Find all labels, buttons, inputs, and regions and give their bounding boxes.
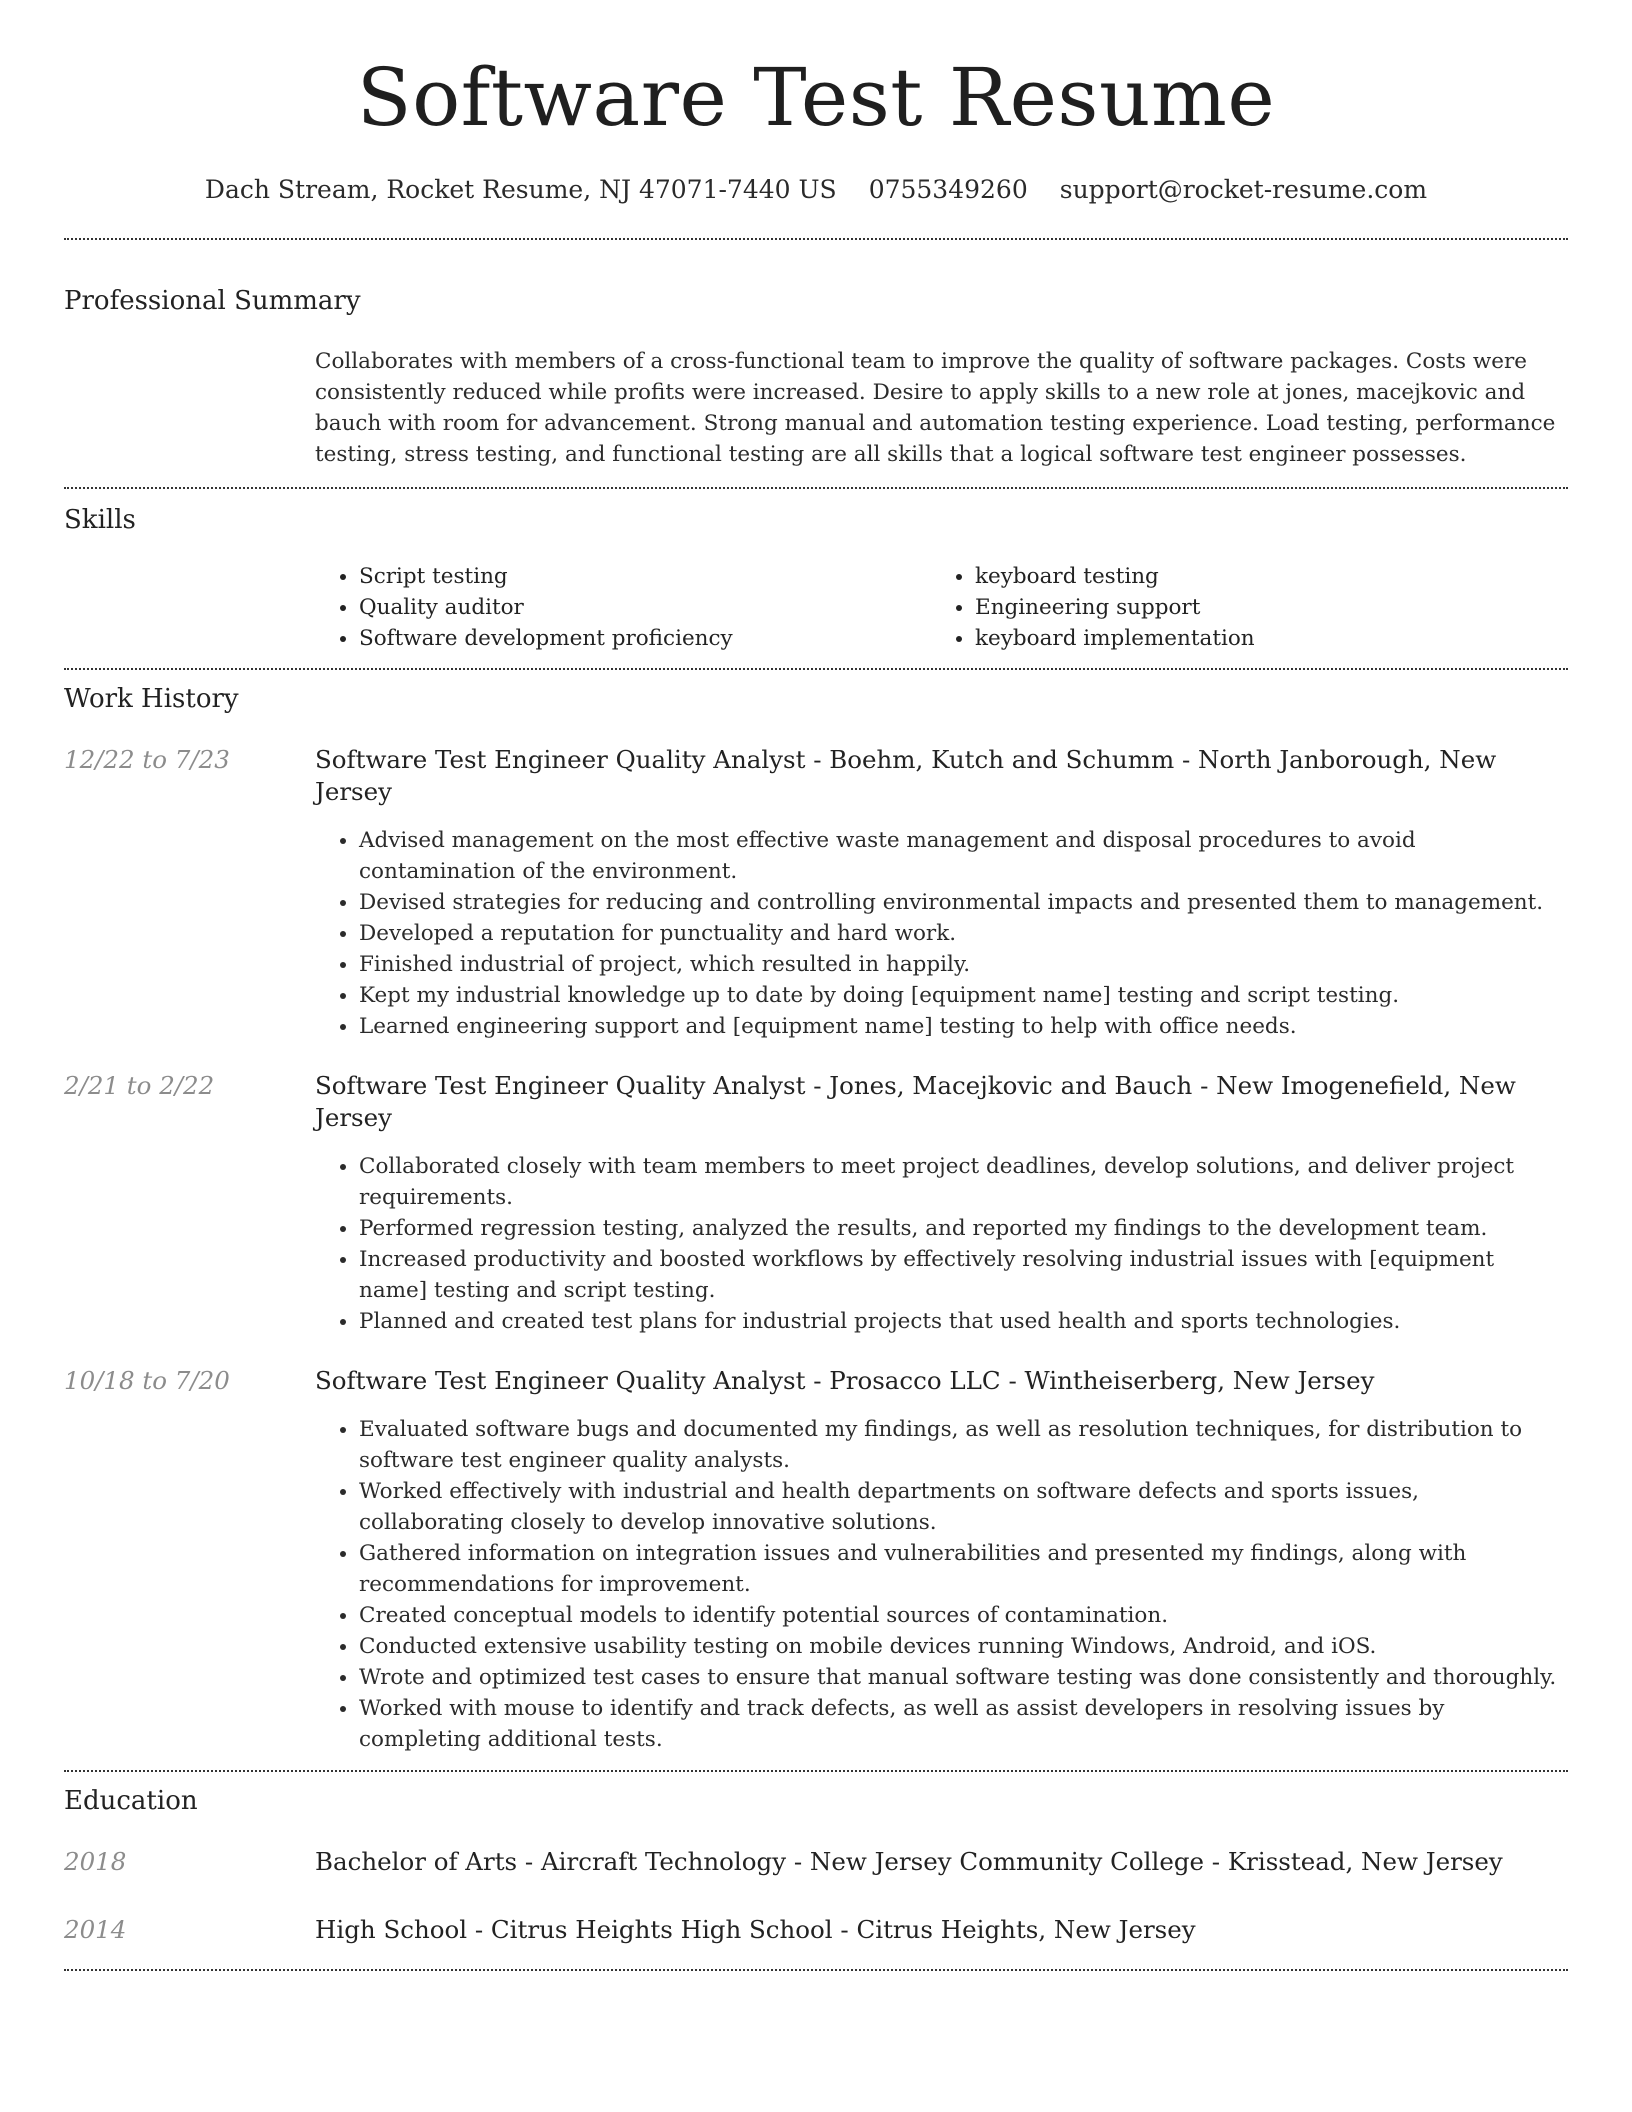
skill-item: • keyboard testing: [975, 561, 1568, 592]
job-bullet: • Worked with mouse to identify and track defects, as well as assist developers in resolving issues by completing additional tests.: [359, 1693, 1568, 1755]
job-body: [315, 1070, 1568, 1337]
skill-item: • Script testing: [359, 561, 931, 592]
job-bullet: • Kept my industrial knowledge up to date by doing [equipment name] testing and script testing.: [359, 980, 1568, 1011]
resume-name: Software Test Resume: [356, 51, 1276, 144]
job-bullets: [315, 825, 1568, 1042]
education-year: 2014: [64, 1915, 127, 1944]
education-year: 2018: [64, 1847, 127, 1876]
job-heading: Software Test Engineer Quality Analyst - Boehm, Kutch and Schumm - North Janborough, New Jersey: [315, 745, 1497, 806]
divider: [64, 238, 1568, 240]
education-title: Education: [64, 1786, 198, 1816]
job-bullet: • Worked effectively with industrial and health departments on software defects and sports issues, collaborating closely to develop innovative solutions.: [359, 1476, 1568, 1538]
skill-item: • Engineering support: [975, 592, 1568, 623]
summary-text: Collaborates with members of a cross-functional team to improve the quality of software packages. Costs were consistently reduced while profits were increased. Desire to apply skills to a new role at jones, macejkovic and bauch with room for advancement. Strong manual and automation testing experience. Load testing, performance testing, stress testing, and functional testing are all skills that a logical software test engineer possesses.: [315, 349, 1556, 467]
job-bullet: • Collaborated closely with team members to meet project deadlines, develop solutions, and deliver project requirements.: [359, 1151, 1568, 1213]
education-details: Bachelor of Arts - Aircraft Technology - New Jersey Community College - Krisstead, New Jersey: [315, 1847, 1503, 1876]
job-dates: 12/22 to 7/23: [64, 745, 230, 774]
contact-phone: 0755349260: [868, 175, 1028, 204]
job-bullet: • Finished industrial of project, which resulted in happily.: [359, 949, 1568, 980]
job-bullet: • Created conceptual models to identify potential sources of contamination.: [359, 1600, 1568, 1631]
skills-column-right: [931, 561, 1568, 654]
contact-address: Dach Stream, Rocket Resume, NJ 47071-7440 US: [204, 175, 837, 204]
divider: [64, 668, 1568, 670]
job-bullet: • Developed a reputation for punctuality and hard work.: [359, 918, 1568, 949]
skills-column-left: [315, 561, 931, 654]
job-bullet: • Planned and created test plans for industrial projects that used health and sports technologies.: [359, 1306, 1568, 1337]
job-bullet: • Devised strategies for reducing and controlling environmental impacts and presented them to management.: [359, 887, 1568, 918]
job-bullet: • Performed regression testing, analyzed the results, and reported my findings to the development team.: [359, 1213, 1568, 1244]
divider: [64, 487, 1568, 489]
job-bullet: • Gathered information on integration issues and vulnerabilities and presented my findings, along with recommendations for improvement.: [359, 1538, 1568, 1600]
summary-title: Professional Summary: [64, 286, 361, 316]
job-heading: Software Test Engineer Quality Analyst - Jones, Macejkovic and Bauch - New Imogenefield, New Jersey: [315, 1071, 1516, 1132]
skill-item: • Quality auditor: [359, 592, 931, 623]
skills-title: Skills: [64, 505, 136, 535]
job-entry: [64, 1070, 1568, 1337]
skill-item: • keyboard implementation: [975, 623, 1568, 654]
skills-list: [315, 561, 1568, 654]
job-bullet: • Learned engineering support and [equipment name] testing to help with office needs.: [359, 1011, 1568, 1042]
job-bullet: • Advised management on the most effective waste management and disposal procedures to avoid contamination of the environment.: [359, 825, 1568, 887]
job-entry: [64, 744, 1568, 1042]
work-history-title: Work History: [64, 684, 239, 714]
job-bullets: [315, 1414, 1568, 1755]
divider: [64, 1969, 1568, 1971]
job-bullet: • Evaluated software bugs and documented my findings, as well as resolution techniques, for distribution to software test engineer quality analysts.: [359, 1414, 1568, 1476]
education-entry: [64, 1914, 1568, 1946]
job-bullet: • Increased productivity and boosted workflows by effectively resolving industrial issues with [equipment name] testing and script testing.: [359, 1244, 1568, 1306]
job-bullet: • Conducted extensive usability testing on mobile devices running Windows, Android, and iOS.: [359, 1631, 1568, 1662]
job-heading: Software Test Engineer Quality Analyst - Prosacco LLC - Wintheiserberg, New Jersey: [315, 1366, 1375, 1395]
education-details: High School - Citrus Heights High School - Citrus Heights, New Jersey: [315, 1915, 1196, 1944]
job-bullet: • Wrote and optimized test cases to ensure that manual software testing was done consistently and thoroughly.: [359, 1662, 1568, 1693]
contact-email: support@rocket-resume.com: [1059, 175, 1428, 204]
job-body: [315, 1365, 1568, 1755]
job-dates: 10/18 to 7/20: [64, 1366, 230, 1395]
contact-line: [64, 175, 1568, 204]
job-dates: 2/21 to 2/22: [64, 1071, 215, 1100]
education-entry: [64, 1846, 1568, 1878]
skill-item: • Software development proficiency: [359, 623, 931, 654]
job-entry: [64, 1365, 1568, 1755]
job-body: [315, 744, 1568, 1042]
divider: [64, 1770, 1568, 1772]
job-bullets: [315, 1151, 1568, 1337]
